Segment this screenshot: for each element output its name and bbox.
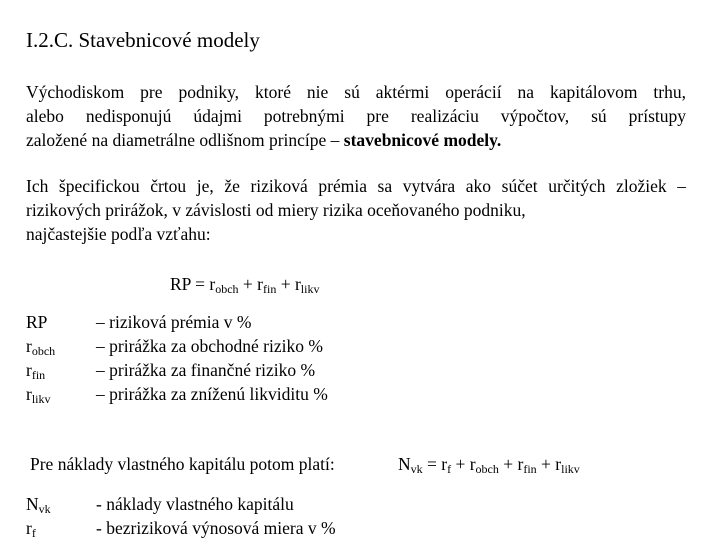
formula-sub-fin: fin	[262, 282, 277, 296]
eq-n: N	[398, 454, 411, 474]
formula-op-2: + r	[276, 274, 301, 294]
def-line-3: najčastejšie podľa vzťahu:	[26, 224, 211, 244]
symbol-n-vk-text: N	[26, 494, 39, 514]
symbol-list-2	[26, 492, 51, 540]
symbol-rp-text: RP	[26, 312, 48, 332]
symbol-r-likv	[26, 382, 55, 406]
symbol-r-fin	[26, 358, 55, 382]
symbol-r-fin-sub: fin	[31, 368, 46, 382]
eq-plus-3: + r	[536, 454, 562, 474]
eq-plus-2: + r	[498, 454, 524, 474]
symbol-r-f-sub: f	[31, 526, 36, 540]
formula-sub-obch: obch	[215, 282, 239, 296]
description-list	[96, 310, 328, 406]
desc-n-vk: - náklady vlastného kapitálu	[96, 494, 294, 514]
symbol-r-f-text: r	[26, 518, 32, 538]
page-title: I.2.C. Stavebnicové modely	[26, 28, 260, 52]
symbol-list	[26, 310, 55, 406]
eq-equals: = r	[422, 454, 448, 474]
intro-line-3-text: založené na diametrálne odlišnom princípe –	[26, 130, 344, 150]
formula-op-1: + r	[238, 274, 263, 294]
intro-line-3	[26, 128, 686, 152]
desc-r-likv: – prirážka za zníženú likviditu %	[96, 384, 328, 404]
eq-plus-1: + r	[451, 454, 476, 474]
intro-line-2: alebo nedisponujú údajmi potrebnými pre realizáciu výpočtov, sú prístupy	[26, 106, 686, 126]
symbol-r-likv-text: r	[26, 384, 32, 404]
symbol-n-vk-sub: vk	[38, 502, 51, 516]
desc-r-fin: – prirážka za finančné riziko %	[96, 360, 316, 380]
desc-r-f: - bezriziková výnosová miera v %	[96, 518, 336, 538]
equity-cost-formula	[398, 452, 580, 476]
def-line-2: rizikových prirážok, v závislosti od miery rizika oceňovaného podniku,	[26, 200, 526, 220]
def-line-1: Ich špecifickou črtou je, že riziková prémia sa vytvára ako súčet určitých zložiek –	[26, 176, 686, 196]
eq-sub-f: f	[447, 462, 452, 476]
eq-sub-vk: vk	[410, 462, 423, 476]
intro-line-3-bold: stavebnicové modely.	[343, 130, 502, 150]
risk-premium-formula	[170, 272, 319, 296]
equity-cost-sentence: Pre náklady vlastného kapitálu potom platí:	[30, 454, 335, 474]
symbol-n-vk	[26, 492, 51, 516]
desc-r-obch: – prirážka za obchodné riziko %	[96, 336, 323, 356]
symbol-r-obch-text: r	[26, 336, 32, 356]
description-list-2	[96, 492, 336, 540]
formula-lhs: RP = r	[170, 274, 216, 294]
eq-sub-obch: obch	[475, 462, 499, 476]
symbol-r-fin-text: r	[26, 360, 32, 380]
formula-sub-likv: likv	[300, 282, 320, 296]
symbol-rp	[26, 310, 55, 334]
intro-line-1: Východiskom pre podniky, ktoré nie sú aktérmi operácií na kapitálovom trhu,	[26, 82, 686, 102]
symbol-r-f	[26, 516, 51, 540]
symbol-r-likv-sub: likv	[31, 392, 51, 406]
intro-paragraph	[26, 80, 686, 152]
symbol-r-obch	[26, 334, 55, 358]
desc-rp: – riziková prémia v %	[96, 312, 252, 332]
eq-sub-likv: likv	[561, 462, 580, 476]
symbol-r-obch-sub: obch	[31, 344, 56, 358]
eq-sub-fin: fin	[523, 462, 537, 476]
definition-paragraph	[26, 174, 686, 246]
